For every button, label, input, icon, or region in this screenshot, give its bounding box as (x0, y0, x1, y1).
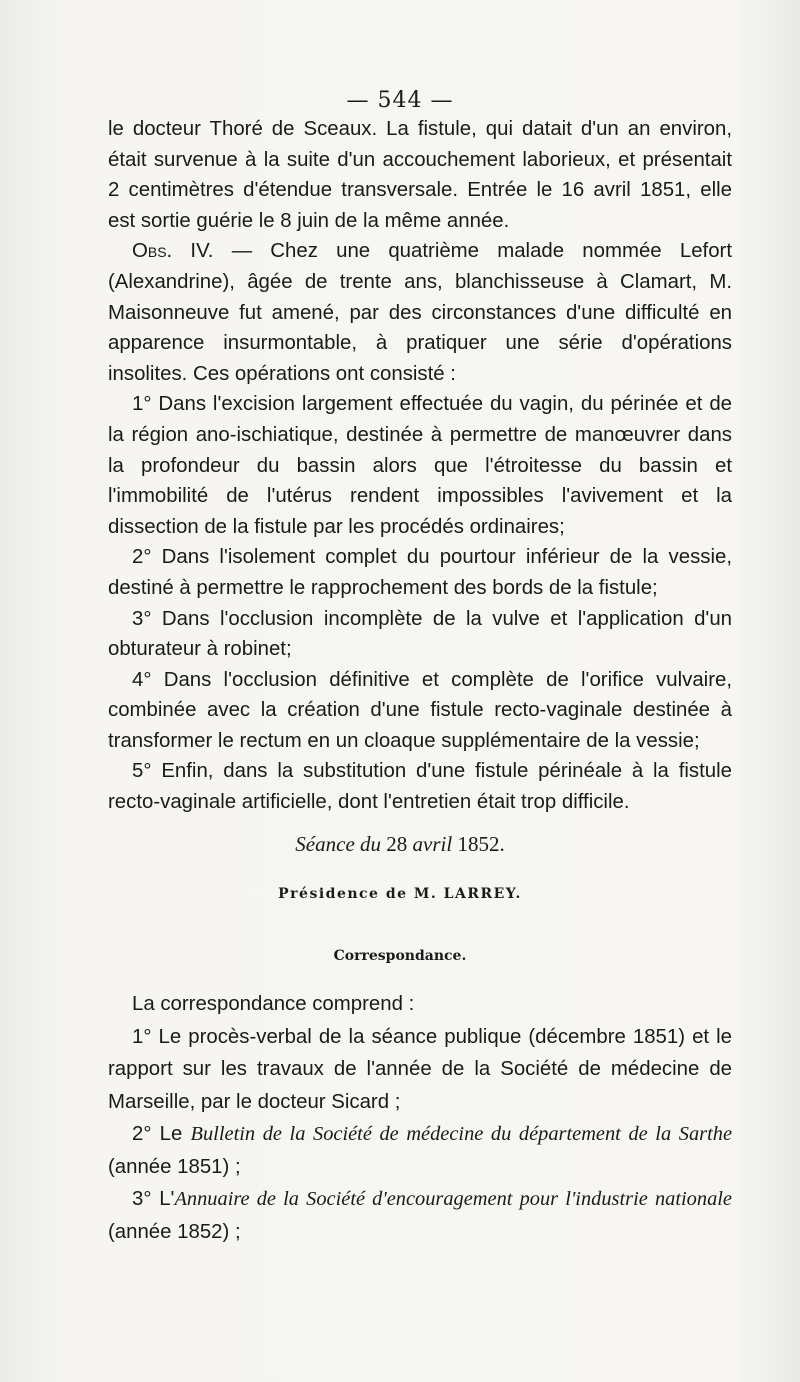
presidence-heading: Présidence de M. LARREY. (278, 886, 522, 902)
observation-text: — Chez une quatrième malade nommée Lefort (Alexandrine), âgée de trente ans, blanchisseuse à Clamart, M. Maisonneuve fut amené, par des circonstances d'une difficulté en apparence insurmontable, à pratiquer une série d'opérations insolites. Ces opérations ont consisté : (108, 240, 732, 385)
list-item-4: 4° Dans l'occlusion définitive et complète de l'orifice vulvaire, combinée avec la création d'une fistule recto-vaginale destinée à transformer le rectum en un cloaque supplémentaire de la vessie; (108, 668, 732, 752)
item-2-suffix: (année 1851) ; (108, 1155, 241, 1178)
session-year: 1852. (457, 832, 505, 856)
item-3-prefix: 3° L' (132, 1188, 175, 1210)
list-item-5: 5° Enfin, dans la substitution d'une fistule périnéale à la fistule recto-vaginale artificielle, dont l'entretien était trop difficile. (108, 760, 732, 814)
paragraph-continuation: le docteur Thoré de Sceaux. La fistule, qui datait d'un an environ, était survenue à la suite d'un accouchement laborieux, et présentait 2 centimètres d'étendue transversale. Entrée le 16 avril 1851, elle est sortie guérie le 8 juin de la même année. (108, 118, 732, 232)
correspondance-item-3 (108, 1183, 732, 1248)
session-prefix: Séance du (295, 832, 382, 856)
session-month: avril (412, 832, 453, 856)
correspondance-heading: Correspondance. (333, 948, 467, 964)
correspondance-text (108, 988, 732, 1248)
correspondance-intro: La correspondance comprend : (132, 993, 415, 1015)
correspondance-item-1: 1° Le procès-verbal de la séance publique (décembre 1851) et le rapport sur les travaux de l'année de la Société de médecine de Marseille, par le docteur Sicard ; (108, 1025, 732, 1113)
list-item-3: 3° Dans l'occlusion incomplète de la vulve et l'application d'un obturateur à robinet; (108, 607, 732, 661)
body-text (108, 114, 732, 818)
item-2-title: Bulletin de la Société de médecine du département de la Sarthe (190, 1123, 732, 1145)
paragraph-observation-iv (108, 236, 732, 389)
list-item-1: 1° Dans l'excision largement effectuée du vagin, du périnée et de la région ano-ischiatique, destinée à permettre de manœuvrer dans la profondeur du bassin alors que l'étroitesse du bassin et l'immobilité de l'utérus rendent impossibles l'avivement et la dissection de la fistule par les procédés ordinaires; (108, 393, 732, 538)
list-item-2: 2° Dans l'isolement complet du pourtour inférieur de la vessie, destiné à permettre le rapprochement des bords de la fistule; (108, 546, 732, 599)
item-3-title: Annuaire de la Société d'encouragement pour l'industrie nationale (174, 1188, 732, 1210)
correspondance-item-2 (108, 1118, 732, 1183)
session-day: 28 (386, 832, 408, 856)
session-heading (0, 832, 800, 857)
item-3-suffix: (année 1852) ; (108, 1220, 241, 1243)
item-2-prefix: 2° Le (132, 1123, 191, 1145)
observation-label: Obs. IV. (132, 240, 214, 263)
page-number: — 544 — (346, 88, 454, 113)
